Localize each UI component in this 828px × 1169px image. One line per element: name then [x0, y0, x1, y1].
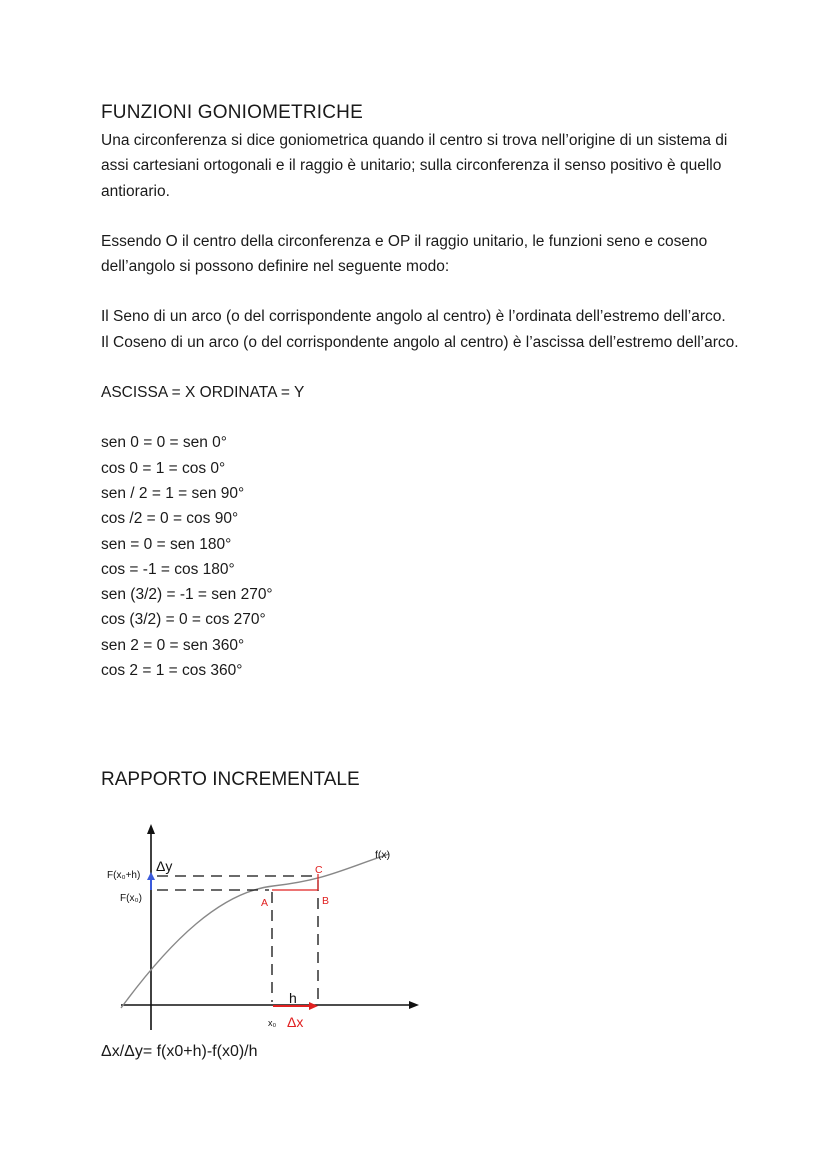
label-delta-x: Δx: [287, 1014, 304, 1030]
formula-item: cos /2 = 0 = cos 90°: [101, 510, 239, 528]
formula-item: cos 2 = 1 = cos 360°: [101, 662, 243, 680]
label-h: h: [289, 990, 297, 1006]
formula-list: [101, 430, 741, 683]
paragraph-coseno: Il Coseno di un arco (o del corrispondente angolo al centro) è l’ascissa dell’estremo dell’arco.: [101, 333, 739, 351]
formula-item: sen = 0 = sen 180°: [101, 535, 232, 553]
h-arrowhead: [309, 1002, 318, 1010]
incremental-ratio-diagram: [101, 820, 431, 1035]
label-x0: x₀: [268, 1018, 277, 1028]
delta-y-arrowhead: [147, 872, 155, 880]
formula-item: cos 0 = 1 = cos 0°: [101, 459, 226, 477]
formula-item: cos (3/2) = 0 = cos 270°: [101, 611, 266, 629]
label-point-a: A: [261, 897, 269, 909]
paragraph-seno: Il Seno di un arco (o del corrispondente angolo al centro) è l’ordinata dell’estremo dell’arco.: [101, 308, 726, 326]
axes-definition: ASCISSA = X ORDINATA = Y: [101, 384, 305, 402]
section-title-rapporto: RAPPORTO INCREMENTALE: [101, 769, 360, 790]
label-point-c: C: [315, 864, 323, 876]
paragraph-functions-intro: Essendo O il centro della circonferenza e OP il raggio unitario, le funzioni seno e coseno dell’angolo si possono definire nel seguente modo:: [101, 232, 708, 276]
incremental-ratio-formula: Δx/Δy= f(x0+h)-f(x0)/h: [101, 1043, 258, 1060]
curve-label: f(x): [375, 849, 391, 861]
y-axis-arrow: [147, 824, 155, 834]
incremental-ratio-figure: [101, 820, 431, 1035]
x-axis-arrow: [409, 1001, 419, 1009]
label-delta-y: Δy: [156, 858, 173, 874]
function-curve: [121, 854, 389, 1008]
formula-item: sen 2 = 0 = sen 360°: [101, 636, 245, 654]
paragraph-definition: Una circonferenza si dice goniometrica quando il centro si trova nell’origine di un sistema di assi cartesiani ortogonali e il raggio è unitario; sulla circonferenza il senso positivo è quello antiorario.: [101, 132, 728, 200]
label-fx0: F(x₀): [120, 893, 142, 904]
label-fx0h: F(x₀+h): [107, 870, 141, 881]
formula-item: sen 0 = 0 = sen 0°: [101, 434, 227, 452]
formula-item: cos = -1 = cos 180°: [101, 560, 235, 578]
formula-item: sen / 2 = 1 = sen 90°: [101, 484, 245, 502]
label-point-b: B: [322, 895, 330, 907]
formula-item: sen (3/2) = -1 = sen 270°: [101, 586, 273, 604]
section-title-goniometriche: FUNZIONI GONIOMETRICHE: [101, 102, 363, 123]
document-body: [101, 100, 741, 683]
